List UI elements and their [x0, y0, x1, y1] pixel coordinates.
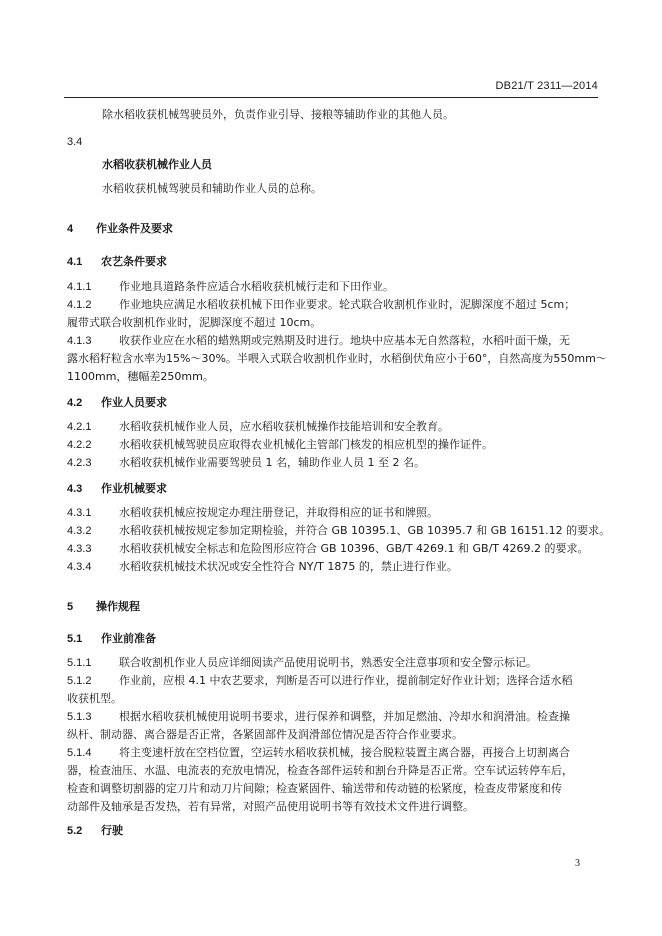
clause-line-continued: 1100mm，穗幅差250mm。 [67, 370, 214, 383]
clause-line: 4.3.3 水稻收获机械安全标志和危险图形应符合 GB 10396、GB/T 4269.1 和 GB/T 4269.2 的要求。 [67, 542, 589, 555]
clause-line: 5.1.1 联合收割机作业人员应详细阅读产品使用说明书，熟悉安全注意事项和安全警示标记。 [67, 656, 537, 669]
subsection-heading: 4.2 作业人员要求 [67, 396, 167, 409]
clause-line-continued: 收获机型。 [67, 692, 122, 705]
clause-line: 5.1.2 作业前，应根 4.1 中农艺要求，判断是否可以进行作业，提前制定好作业计划；选择合适水稻 [67, 674, 573, 687]
page-number: 3 [575, 858, 580, 869]
clause-line-continued: 露水稻籽粒含水率为15%～30%。半喂入式联合收割机作业时，水稻倒伏角应小于60°，自然高度为550mm～ [67, 352, 607, 365]
clause-line: 4.2.2 水稻收获机械驾驶员应取得农业机械化主管部门核发的相应机型的操作证件。 [67, 438, 493, 451]
paragraph-line: 除水稻收获机械驾驶员外，负责作业引导、接粮等辅助作业的其他人员。 [102, 108, 454, 121]
clause-line-continued: 动部件及轴承是否发热，若有异常，对照产品使用说明书等有效技术文件进行调整。 [67, 800, 474, 813]
clause-line-continued: 纵杆、制动器、离合器是否正常，各紧固部件及润滑部位情况是否符合作业要求。 [67, 728, 463, 741]
clause-line: 4.2.3 水稻收获机械作业需要驾驶员 1 名，辅助作业人员 1 至 2 名。 [67, 456, 425, 469]
clause-line: 4.1.3 收获作业应在水稻的蜡熟期或完熟期及时进行。地块中应基本无自然落粒，水稻叶面干燥，无 [67, 334, 570, 347]
clause-line: 5.1.3 根据水稻收获机械使用说明书要求，进行保养和调整，并加足燃油、冷却水和润滑油。检查操 [67, 710, 570, 723]
clause-line: 4.1.2 作业地块应满足水稻收获机械下田作业要求。轮式联合收割机作业时，泥脚深度不超过 5cm； [67, 298, 576, 311]
clause-line: 4.3.2 水稻收获机械按规定参加定期检验，并符合 GB 10395.1、GB 10395.7 和 GB 16151.12 的要求。 [67, 524, 611, 537]
clause-line-continued: 检查和调整切割器的定刀片和动刀片间隙；检查紧固件、输送带和传动链的松紧度，检查皮带紧度和传 [67, 782, 562, 795]
header-rule [64, 97, 598, 98]
section-heading: 5 操作规程 [67, 600, 140, 613]
subsection-heading: 4.1 农艺条件要求 [67, 255, 167, 268]
clause-line: 4.1.1 作业地具道路条件应适合水稻收获机械行走和下田作业。 [67, 280, 394, 293]
clause-line: 4.3.4 水稻收获机械技术状况或安全性符合 NY/T 1875 的，禁止进行作业。 [67, 560, 458, 573]
clause-line: 5.1.4 将主变速杆放在空档位置，空运转水稻收获机械，接合脱粒装置主离合器，再接合上切割离合 [67, 746, 570, 759]
section-heading: 4 作业条件及要求 [67, 222, 173, 235]
document-code: DB21/T 2311—2014 [495, 80, 598, 92]
clause-line: 4.2.1 水稻收获机械作业人员，应水稻收获机械操作技能培训和安全教育。 [67, 420, 449, 433]
term-title: 水稻收获机械作业人员 [102, 158, 212, 171]
term-definition: 水稻收获机械驾驶员和辅助作业人员的总称。 [102, 182, 322, 195]
subsection-heading: 5.1 作业前准备 [67, 632, 156, 645]
subsection-heading: 5.2 行驶 [67, 824, 123, 837]
clause-number: 3.4 [67, 136, 83, 148]
subsection-heading: 4.3 作业机械要求 [67, 482, 167, 495]
clause-line-continued: 器，检查油压、水温、电流表的充放电情况，检查各部件运转和割台升降是否正常。空车试运转停车后， [67, 764, 573, 777]
clause-line-continued: 履带式联合收割机作业时，泥脚深度不超过 10cm。 [67, 316, 322, 329]
clause-line: 4.3.1 水稻收获机械应按规定办理注册登记，并取得相应的证书和牌照。 [67, 506, 438, 519]
